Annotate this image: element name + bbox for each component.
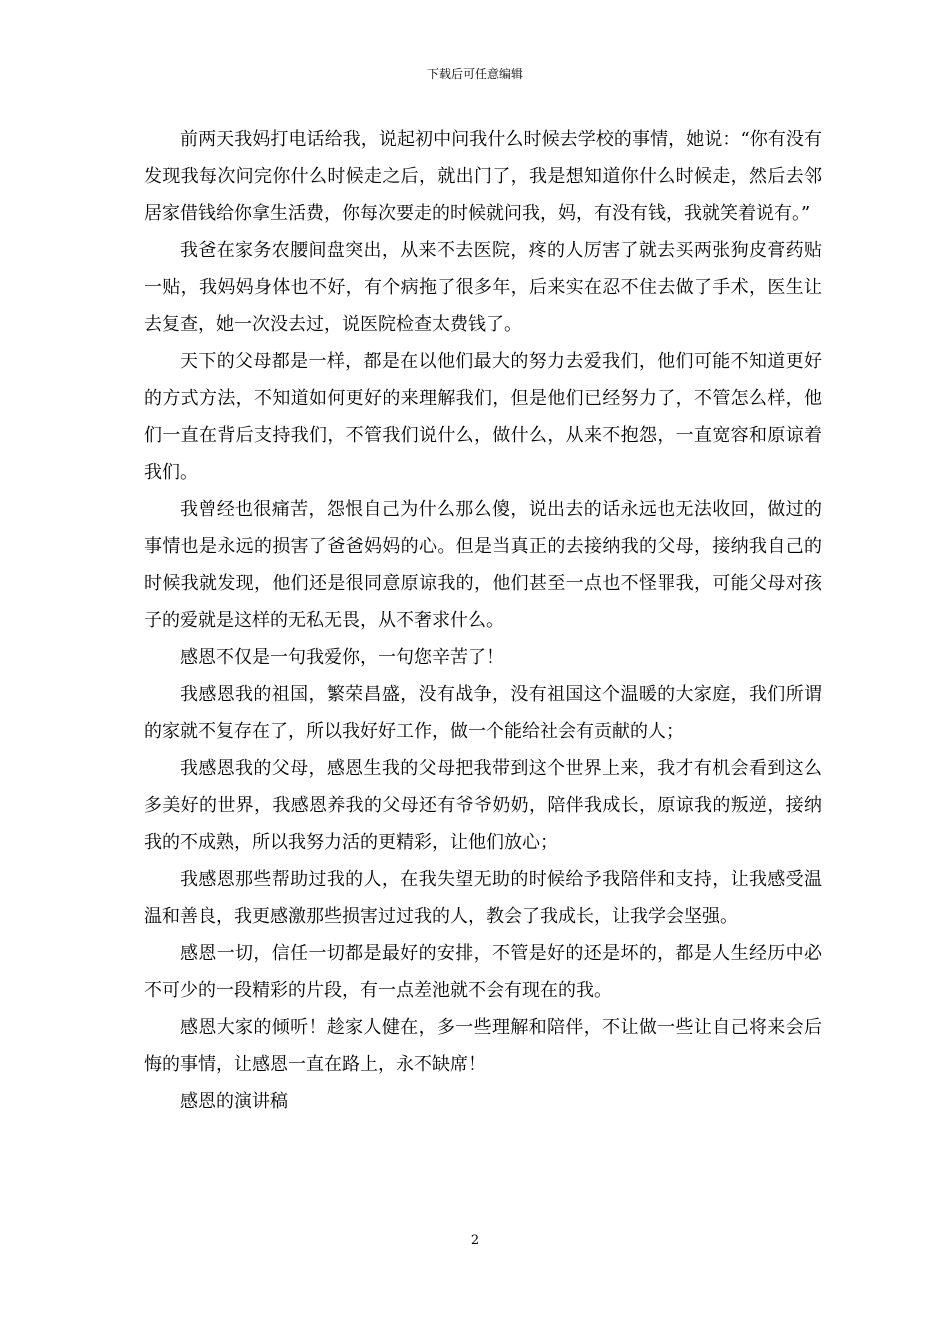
paragraph: 我感恩我的祖国，繁荣昌盛，没有战争，没有祖国这个温暖的大家庭，我们所谓的家就不复存在了，所以我好好工作，做一个能给社会有贡献的人；	[144, 684, 822, 742]
page-header: 下载后可任意编辑	[426, 67, 523, 81]
paragraph: 感恩一切，信任一切都是最好的安排，不管是好的还是坏的，都是人生经历中必不可少的一段精彩的片段，有一点差池就不会有现在的我。	[144, 943, 822, 1001]
paragraph: 前两天我妈打电话给我，说起初中问我什么时候去学校的事情，她说：“你有没有发现我每次问完你什么时候走之后，就出门了，我是想知道你什么时候走，然后去邻居家借钱给你拿生活费，你每次要走的时候就问我，妈，有没有钱，我就笑着说有。”	[144, 129, 822, 224]
page-number: 2	[470, 1233, 480, 1248]
paragraph: 感恩不仅是一句我爱你，一句您辛苦了！	[180, 647, 504, 668]
body-text	[144, 121, 822, 1120]
paragraph: 我感恩我的父母，感恩生我的父母把我带到这个世界上来，我才有机会看到这么多美好的世界，我感恩养我的父母还有爷爷奶奶，陪伴我成长，原谅我的叛逆，接纳我的不成熟，所以我努力活的更精彩，让他们放心；	[144, 758, 822, 853]
paragraph: 我曾经也很痛苦，怨恨自己为什么那么傻，说出去的话永远也无法收回，做过的事情也是永远的损害了爸爸妈妈的心。但是当真正的去接纳我的父母，接纳我自己的时候我就发现，他们还是很同意原谅我的，他们甚至一点也不怪罪我，可能父母对孩子的爱就是这样的无私无畏，从不奢求什么。	[144, 499, 822, 631]
paragraph: 我感恩那些帮助过我的人，在我失望无助的时候给予我陪伴和支持，让我感受温温和善良，我更感激那些损害过过我的人，教会了我成长，让我学会坚强。	[144, 869, 822, 927]
paragraph: 天下的父母都是一样，都是在以他们最大的努力去爱我们，他们可能不知道更好的方式方法，不知道如何更好的来理解我们，但是他们已经努力了，不管怎么样，他们一直在背后支持我们，不管我们说什么，做什么，从来不抱怨，一直宽容和原谅着我们。	[144, 351, 822, 483]
paragraph: 我爸在家务农腰间盘突出，从来不去医院，疼的人厉害了就去买两张狗皮膏药贴一贴，我妈妈身体也不好，有个病拖了很多年，后来实在忍不住去做了手术，医生让去复查，她一次没去过，说医院检查太费钱了。	[144, 240, 822, 335]
paragraph: 感恩大家的倾听！趁家人健在，多一些理解和陪伴，不让做一些让自己将来会后悔的事情，让感恩一直在路上，永不缺席！	[144, 1017, 822, 1075]
section-title: 感恩的演讲稿	[180, 1091, 288, 1112]
